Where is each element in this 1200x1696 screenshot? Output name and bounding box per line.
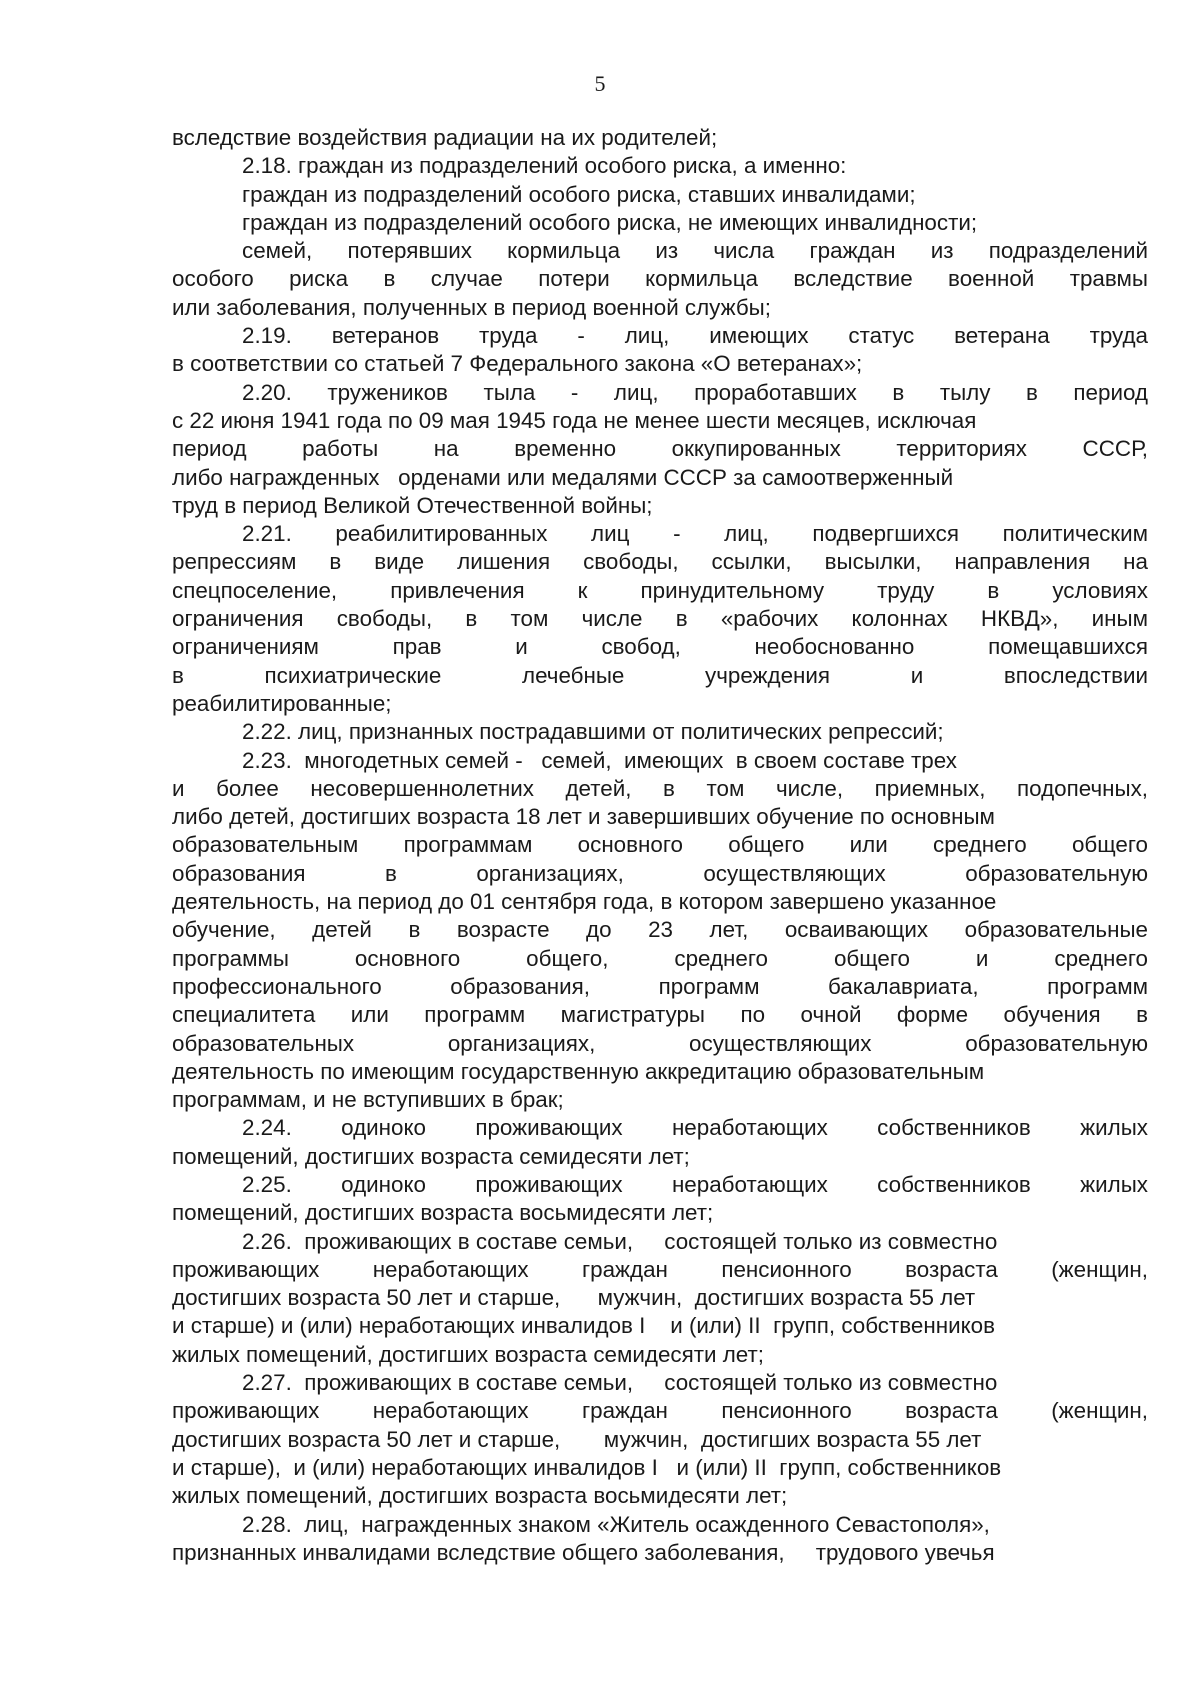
text-line: в психиатрические лечебные учреждения и впоследствии xyxy=(172,662,1148,688)
text-line: 2.23. многодетных семей - семей, имеющих в своем составе трех xyxy=(242,747,957,773)
text-line: либо детей, достигших возраста 18 лет и завершивших обучение по основным xyxy=(172,804,995,830)
text-line: 2.18. граждан из подразделений особого риска, а именно: xyxy=(242,153,847,179)
text-line: с 22 июня 1941 года по 09 мая 1945 года не менее шести месяцев, исключая xyxy=(172,407,977,433)
text-line: 2.19. ветеранов труда - лиц, имеющих статус ветерана труда xyxy=(242,323,1148,349)
text-line: проживающих неработающих граждан пенсионного возраста (женщин, xyxy=(172,1398,1148,1424)
text-line: реабилитированные; xyxy=(172,690,392,716)
document-body xyxy=(172,124,1148,1567)
text-line: в соответствии со статьей 7 Федерального закона «О ветеранах»; xyxy=(172,351,863,377)
text-line: образования в организациях, осуществляющих образовательную xyxy=(172,860,1148,886)
text-line: 2.20. тружеников тыла - лиц, проработавших в тылу в период xyxy=(242,379,1148,405)
text-line: спецпоселение, привлечения к принудительному труду в условиях xyxy=(172,577,1148,603)
text-line: жилых помещений, достигших возраста восьмидесяти лет; xyxy=(172,1483,788,1509)
text-line: специалитета или программ магистратуры по очной форме обучения в xyxy=(172,1002,1148,1028)
text-line: деятельность, на период до 01 сентября года, в котором завершено указанное xyxy=(172,889,997,915)
text-line: труд в период Великой Отечественной войны; xyxy=(172,492,653,518)
text-line: и более несовершеннолетних детей, в том числе, приемных, подопечных, xyxy=(172,775,1148,801)
text-line: деятельность по имеющим государственную аккредитацию образовательным xyxy=(172,1058,985,1084)
text-line: помещений, достигших возраста восьмидесяти лет; xyxy=(172,1200,714,1226)
text-line: проживающих неработающих граждан пенсионного возраста (женщин, xyxy=(172,1256,1148,1282)
text-line: достигших возраста 50 лет и старше, мужчин, достигших возраста 55 лет xyxy=(172,1426,982,1452)
text-line: 2.28. лиц, награжденных знаком «Житель осажденного Севастополя», xyxy=(242,1511,990,1537)
text-line: вследствие воздействия радиации на их родителей; xyxy=(172,125,718,150)
text-line: обучение, детей в возрасте до 23 лет, осваивающих образовательные xyxy=(172,917,1148,943)
text-line: профессионального образования, программ бакалавриата, программ xyxy=(172,973,1148,999)
text-line: граждан из подразделений особого риска, ставших инвалидами; xyxy=(242,181,916,207)
text-line: семей, потерявших кормильца из числа граждан из подразделений xyxy=(242,238,1148,264)
text-line: 2.25. одиноко проживающих неработающих собственников жилых xyxy=(242,1171,1148,1197)
text-line: 2.26. проживающих в составе семьи, состоящей только из совместно xyxy=(242,1228,998,1254)
text-line: программам, и не вступивших в брак; xyxy=(172,1087,564,1113)
text-line: программы основного общего, среднего общего и среднего xyxy=(172,945,1148,971)
text-line: особого риска в случае потери кормильца вследствие военной травмы xyxy=(172,266,1148,292)
text-line: и старше), и (или) неработающих инвалидов I и (или) II групп, собственников xyxy=(172,1454,1002,1480)
text-line: 2.24. одиноко проживающих неработающих собственников жилых xyxy=(242,1115,1148,1141)
text-line: либо награжденных орденами или медалями СССР за самоотверженный xyxy=(172,464,954,490)
text-line: 2.22. лиц, признанных пострадавшими от политических репрессий; xyxy=(242,719,944,745)
text-line: образовательных организациях, осуществляющих образовательную xyxy=(172,1030,1148,1056)
text-line: граждан из подразделений особого риска, не имеющих инвалидности; xyxy=(242,209,978,235)
text-line: ограничениям прав и свобод, необоснованно помещавшихся xyxy=(172,634,1148,660)
text-line: период работы на временно оккупированных территориях СССР, xyxy=(172,436,1148,462)
text-line: жилых помещений, достигших возраста семидесяти лет; xyxy=(172,1341,764,1367)
text-line: образовательным программам основного общего или среднего общего xyxy=(172,832,1148,858)
text-line: и старше) и (или) неработающих инвалидов I и (или) II групп, собственников xyxy=(172,1313,995,1339)
text-line: достигших возраста 50 лет и старше, мужчин, достигших возраста 55 лет xyxy=(172,1285,976,1311)
text-line: репрессиям в виде лишения свободы, ссылки, высылки, направления на xyxy=(172,549,1148,575)
text-line: 2.27. проживающих в составе семьи, состоящей только из совместно xyxy=(242,1370,998,1396)
text-line: признанных инвалидами вследствие общего заболевания, трудового увечья xyxy=(172,1539,995,1565)
text-line: 2.21. реабилитированных лиц - лиц, подвергшихся политическим xyxy=(242,521,1148,547)
text-line: или заболевания, полученных в период военной службы; xyxy=(172,294,771,320)
text-line: ограничения свободы, в том числе в «рабочих колоннах НКВД», иным xyxy=(172,606,1148,632)
text-line: помещений, достигших возраста семидесяти лет; xyxy=(172,1143,690,1169)
page-number: 5 xyxy=(594,71,606,96)
